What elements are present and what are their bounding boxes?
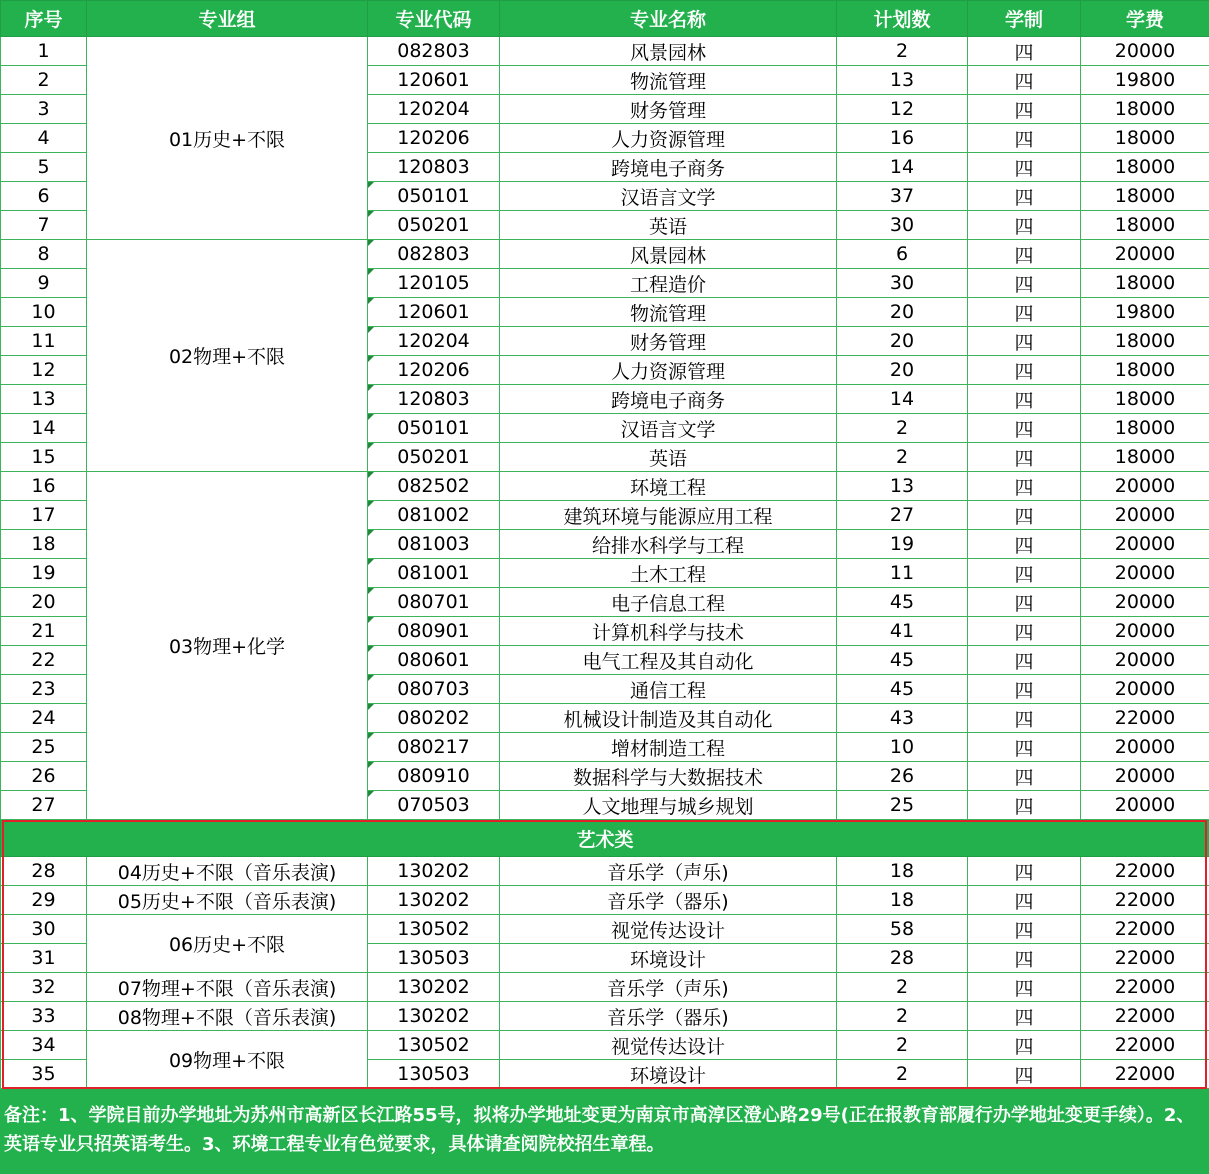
- cell-years: 四: [968, 915, 1081, 944]
- cell-plan: 18: [837, 886, 968, 915]
- cell-years: 四: [968, 327, 1081, 356]
- cell-fee: 20000: [1081, 617, 1209, 646]
- cell-plan: 20: [837, 298, 968, 327]
- section-row-art: [1, 820, 1209, 857]
- cell-name: 人文地理与城乡规划: [500, 791, 837, 820]
- table-header: [1, 1, 1209, 37]
- cell-comment-marker-icon: [368, 327, 374, 333]
- cell-name: 电气工程及其自动化: [500, 646, 837, 675]
- cell-code-text: 080910: [397, 765, 470, 787]
- cell-no: 14: [1, 414, 87, 443]
- cell-no: 19: [1, 559, 87, 588]
- cell-years: 四: [968, 1060, 1081, 1089]
- cell-code-text: 050101: [397, 185, 470, 207]
- cell-years: 四: [968, 617, 1081, 646]
- cell-years: 四: [968, 733, 1081, 762]
- cell-code-text: 130503: [397, 947, 470, 969]
- cell-fee: 18000: [1081, 269, 1209, 298]
- cell-code-text: 120204: [397, 98, 470, 120]
- cell-plan: 30: [837, 211, 968, 240]
- cell-code: [368, 675, 500, 704]
- cell-years: 四: [968, 1002, 1081, 1031]
- cell-comment-marker-icon: [368, 733, 374, 739]
- cell-no: 13: [1, 385, 87, 414]
- cell-name: 人力资源管理: [500, 124, 837, 153]
- cell-name: 通信工程: [500, 675, 837, 704]
- cell-no: 17: [1, 501, 87, 530]
- cell-fee: 22000: [1081, 857, 1209, 886]
- header-no: 序号: [1, 1, 87, 37]
- cell-name: 视觉传达设计: [500, 915, 837, 944]
- cell-no: 27: [1, 791, 87, 820]
- header-code: 专业代码: [368, 1, 500, 37]
- cell-code: [368, 857, 500, 886]
- cell-years: 四: [968, 704, 1081, 733]
- cell-comment-marker-icon: [368, 472, 374, 478]
- cell-code: [368, 385, 500, 414]
- cell-comment-marker-icon: [368, 501, 374, 507]
- table-row: [1, 857, 1209, 886]
- cell-no: 29: [1, 886, 87, 915]
- cell-fee: 18000: [1081, 443, 1209, 472]
- cell-comment-marker-icon: [368, 211, 374, 217]
- cell-code: [368, 37, 500, 66]
- cell-code: [368, 240, 500, 269]
- table-row: [1, 915, 1209, 944]
- cell-years: 四: [968, 646, 1081, 675]
- cell-fee: 20000: [1081, 675, 1209, 704]
- cell-code-text: 050201: [397, 446, 470, 468]
- cell-code-text: 120803: [397, 156, 470, 178]
- cell-years: 四: [968, 588, 1081, 617]
- cell-comment-marker-icon: [368, 269, 374, 275]
- cell-comment-marker-icon: [368, 356, 374, 362]
- cell-name: 建筑环境与能源应用工程: [500, 501, 837, 530]
- cell-name: 工程造价: [500, 269, 837, 298]
- cell-plan: 27: [837, 501, 968, 530]
- table-row: [1, 240, 1209, 269]
- cell-no: 34: [1, 1031, 87, 1060]
- header-row: [1, 1, 1209, 37]
- cell-plan: 18: [837, 857, 968, 886]
- cell-comment-marker-icon: [368, 298, 374, 304]
- cell-code-text: 081003: [397, 533, 470, 555]
- cell-code-text: 050201: [397, 214, 470, 236]
- cell-name: 计算机科学与技术: [500, 617, 837, 646]
- cell-code: [368, 791, 500, 820]
- cell-name: 音乐学（器乐): [500, 1002, 837, 1031]
- cell-plan: 43: [837, 704, 968, 733]
- header-fee: 学费: [1081, 1, 1209, 37]
- table-row: [1, 37, 1209, 66]
- cell-fee: 22000: [1081, 886, 1209, 915]
- cell-years: 四: [968, 356, 1081, 385]
- table-row: [1, 973, 1209, 1002]
- cell-code: [368, 588, 500, 617]
- cell-code: [368, 704, 500, 733]
- cell-name: 物流管理: [500, 66, 837, 95]
- cell-name: 汉语言文学: [500, 182, 837, 211]
- cell-fee: 18000: [1081, 153, 1209, 182]
- cell-group: 02物理+不限: [87, 240, 368, 472]
- header-group: 专业组: [87, 1, 368, 37]
- cell-code: [368, 66, 500, 95]
- table-row: [1, 472, 1209, 501]
- cell-code-text: 080217: [397, 736, 470, 758]
- cell-plan: 11: [837, 559, 968, 588]
- cell-no: 30: [1, 915, 87, 944]
- cell-years: 四: [968, 559, 1081, 588]
- cell-comment-marker-icon: [368, 704, 374, 710]
- cell-plan: 19: [837, 530, 968, 559]
- cell-years: 四: [968, 414, 1081, 443]
- cell-name: 环境设计: [500, 944, 837, 973]
- cell-code: [368, 501, 500, 530]
- table-row: [1, 1031, 1209, 1060]
- cell-code: [368, 211, 500, 240]
- cell-group: 06历史+不限: [87, 915, 368, 973]
- cell-code: [368, 886, 500, 915]
- cell-plan: 45: [837, 675, 968, 704]
- cell-plan: 13: [837, 472, 968, 501]
- cell-fee: 19800: [1081, 298, 1209, 327]
- cell-years: 四: [968, 37, 1081, 66]
- cell-code: [368, 414, 500, 443]
- cell-code-text: 130503: [397, 1063, 470, 1085]
- cell-code-text: 050101: [397, 417, 470, 439]
- cell-plan: 41: [837, 617, 968, 646]
- cell-no: 10: [1, 298, 87, 327]
- cell-fee: 20000: [1081, 240, 1209, 269]
- cell-years: 四: [968, 857, 1081, 886]
- cell-no: 22: [1, 646, 87, 675]
- cell-plan: 25: [837, 791, 968, 820]
- cell-no: 35: [1, 1060, 87, 1089]
- cell-code-text: 130202: [397, 860, 470, 882]
- cell-fee: 18000: [1081, 182, 1209, 211]
- cell-years: 四: [968, 791, 1081, 820]
- cell-no: 32: [1, 973, 87, 1002]
- cell-fee: 18000: [1081, 95, 1209, 124]
- cell-no: 8: [1, 240, 87, 269]
- cell-no: 21: [1, 617, 87, 646]
- cell-no: 6: [1, 182, 87, 211]
- cell-fee: 18000: [1081, 414, 1209, 443]
- cell-plan: 37: [837, 182, 968, 211]
- cell-plan: 2: [837, 37, 968, 66]
- cell-code: [368, 472, 500, 501]
- cell-name: 数据科学与大数据技术: [500, 762, 837, 791]
- cell-comment-marker-icon: [368, 791, 374, 797]
- cell-group: 05历史+不限（音乐表演): [87, 886, 368, 915]
- cell-no: 23: [1, 675, 87, 704]
- cell-plan: 45: [837, 646, 968, 675]
- cell-no: 26: [1, 762, 87, 791]
- cell-no: 33: [1, 1002, 87, 1031]
- cell-fee: 22000: [1081, 704, 1209, 733]
- cell-code-text: 070503: [397, 794, 470, 816]
- cell-code: [368, 153, 500, 182]
- cell-code-text: 130202: [397, 1005, 470, 1027]
- cell-years: 四: [968, 944, 1081, 973]
- cell-code-text: 081001: [397, 562, 470, 584]
- cell-comment-marker-icon: [368, 240, 374, 246]
- cell-name: 跨境电子商务: [500, 153, 837, 182]
- cell-group: 03物理+化学: [87, 472, 368, 820]
- cell-years: 四: [968, 443, 1081, 472]
- cell-plan: 14: [837, 153, 968, 182]
- cell-code-text: 080703: [397, 678, 470, 700]
- cell-years: 四: [968, 66, 1081, 95]
- cell-code-text: 080701: [397, 591, 470, 613]
- cell-name: 视觉传达设计: [500, 1031, 837, 1060]
- cell-years: 四: [968, 124, 1081, 153]
- cell-no: 4: [1, 124, 87, 153]
- cell-plan: 6: [837, 240, 968, 269]
- cell-code: [368, 762, 500, 791]
- cell-code: [368, 646, 500, 675]
- cell-comment-marker-icon: [368, 617, 374, 623]
- cell-no: 15: [1, 443, 87, 472]
- cell-plan: 58: [837, 915, 968, 944]
- cell-code: [368, 973, 500, 1002]
- cell-no: 1: [1, 37, 87, 66]
- cell-name: 物流管理: [500, 298, 837, 327]
- cell-name: 电子信息工程: [500, 588, 837, 617]
- cell-no: 9: [1, 269, 87, 298]
- cell-plan: 26: [837, 762, 968, 791]
- cell-comment-marker-icon: [368, 588, 374, 594]
- cell-name: 跨境电子商务: [500, 385, 837, 414]
- cell-code: [368, 530, 500, 559]
- cell-code: [368, 327, 500, 356]
- cell-code: [368, 559, 500, 588]
- cell-fee: 19800: [1081, 66, 1209, 95]
- cell-no: 12: [1, 356, 87, 385]
- cell-group: 04历史+不限（音乐表演): [87, 857, 368, 886]
- cell-code-text: 080901: [397, 620, 470, 642]
- cell-code-text: 130502: [397, 1034, 470, 1056]
- cell-plan: 10: [837, 733, 968, 762]
- cell-no: 3: [1, 95, 87, 124]
- cell-code-text: 120105: [397, 272, 470, 294]
- cell-group: 08物理+不限（音乐表演): [87, 1002, 368, 1031]
- cell-fee: 20000: [1081, 530, 1209, 559]
- cell-name: 英语: [500, 443, 837, 472]
- cell-code: [368, 1002, 500, 1031]
- cell-fee: 20000: [1081, 646, 1209, 675]
- cell-code-text: 120206: [397, 127, 470, 149]
- cell-no: 25: [1, 733, 87, 762]
- cell-fee: 20000: [1081, 37, 1209, 66]
- cell-fee: 20000: [1081, 588, 1209, 617]
- cell-plan: 14: [837, 385, 968, 414]
- cell-code-text: 120204: [397, 330, 470, 352]
- cell-years: 四: [968, 762, 1081, 791]
- cell-name: 土木工程: [500, 559, 837, 588]
- cell-years: 四: [968, 211, 1081, 240]
- cell-code: [368, 1060, 500, 1089]
- cell-fee: 18000: [1081, 124, 1209, 153]
- cell-no: 28: [1, 857, 87, 886]
- cell-code-text: 120803: [397, 388, 470, 410]
- cell-code-text: 130502: [397, 918, 470, 940]
- cell-name: 环境设计: [500, 1060, 837, 1089]
- cell-plan: 30: [837, 269, 968, 298]
- cell-name: 机械设计制造及其自动化: [500, 704, 837, 733]
- cell-plan: 12: [837, 95, 968, 124]
- cell-code-text: 120206: [397, 359, 470, 381]
- cell-fee: 22000: [1081, 973, 1209, 1002]
- cell-fee: 22000: [1081, 944, 1209, 973]
- cell-code-text: 082803: [397, 40, 470, 62]
- header-years: 学制: [968, 1, 1081, 37]
- cell-name: 英语: [500, 211, 837, 240]
- cell-fee: 18000: [1081, 211, 1209, 240]
- cell-years: 四: [968, 385, 1081, 414]
- cell-name: 音乐学（器乐): [500, 886, 837, 915]
- cell-code: [368, 915, 500, 944]
- cell-fee: 20000: [1081, 472, 1209, 501]
- table-row: [1, 886, 1209, 915]
- cell-fee: 18000: [1081, 356, 1209, 385]
- cell-years: 四: [968, 472, 1081, 501]
- cell-years: 四: [968, 886, 1081, 915]
- cell-plan: 16: [837, 124, 968, 153]
- cell-comment-marker-icon: [368, 530, 374, 536]
- cell-code-text: 130202: [397, 889, 470, 911]
- cell-code-text: 082803: [397, 243, 470, 265]
- cell-plan: 45: [837, 588, 968, 617]
- cell-no: 18: [1, 530, 87, 559]
- cell-comment-marker-icon: [368, 559, 374, 565]
- cell-years: 四: [968, 182, 1081, 211]
- cell-fee: 22000: [1081, 1031, 1209, 1060]
- cell-plan: 20: [837, 356, 968, 385]
- cell-name: 音乐学（声乐): [500, 973, 837, 1002]
- cell-code: [368, 124, 500, 153]
- cell-code-text: 081002: [397, 504, 470, 526]
- cell-code: [368, 443, 500, 472]
- cell-fee: 22000: [1081, 1002, 1209, 1031]
- cell-group: 09物理+不限: [87, 1031, 368, 1089]
- cell-comment-marker-icon: [368, 675, 374, 681]
- cell-name: 风景园林: [500, 240, 837, 269]
- cell-no: 5: [1, 153, 87, 182]
- cell-no: 31: [1, 944, 87, 973]
- cell-code: [368, 269, 500, 298]
- header-plan: 计划数: [837, 1, 968, 37]
- cell-name: 音乐学（声乐): [500, 857, 837, 886]
- cell-plan: 2: [837, 1060, 968, 1089]
- cell-plan: 2: [837, 414, 968, 443]
- section-label-art: 艺术类: [1, 820, 1209, 857]
- cell-fee: 20000: [1081, 501, 1209, 530]
- cell-name: 环境工程: [500, 472, 837, 501]
- cell-years: 四: [968, 269, 1081, 298]
- cell-code-text: 120601: [397, 69, 470, 91]
- cell-fee: 20000: [1081, 791, 1209, 820]
- cell-fee: 22000: [1081, 915, 1209, 944]
- cell-code: [368, 733, 500, 762]
- cell-name: 风景园林: [500, 37, 837, 66]
- cell-years: 四: [968, 1031, 1081, 1060]
- cell-plan: 2: [837, 973, 968, 1002]
- cell-code-text: 080202: [397, 707, 470, 729]
- cell-years: 四: [968, 298, 1081, 327]
- cell-fee: 20000: [1081, 762, 1209, 791]
- cell-name: 财务管理: [500, 327, 837, 356]
- cell-code-text: 120601: [397, 301, 470, 323]
- cell-fee: 18000: [1081, 327, 1209, 356]
- cell-code-text: 080601: [397, 649, 470, 671]
- cell-code: [368, 944, 500, 973]
- cell-no: 20: [1, 588, 87, 617]
- cell-no: 7: [1, 211, 87, 240]
- cell-no: 16: [1, 472, 87, 501]
- cell-code-text: 082502: [397, 475, 470, 497]
- cell-comment-marker-icon: [368, 385, 374, 391]
- cell-years: 四: [968, 530, 1081, 559]
- cell-code: [368, 1031, 500, 1060]
- cell-name: 给排水科学与工程: [500, 530, 837, 559]
- cell-group: 07物理+不限（音乐表演): [87, 973, 368, 1002]
- cell-comment-marker-icon: [368, 443, 374, 449]
- cell-years: 四: [968, 153, 1081, 182]
- cell-name: 财务管理: [500, 95, 837, 124]
- cell-years: 四: [968, 95, 1081, 124]
- cell-fee: 20000: [1081, 733, 1209, 762]
- cell-code: [368, 95, 500, 124]
- cell-name: 人力资源管理: [500, 356, 837, 385]
- cell-comment-marker-icon: [368, 762, 374, 768]
- table-row: [1, 1002, 1209, 1031]
- cell-plan: 2: [837, 443, 968, 472]
- cell-code: [368, 298, 500, 327]
- table-body: [1, 37, 1209, 1089]
- cell-plan: 28: [837, 944, 968, 973]
- cell-comment-marker-icon: [368, 646, 374, 652]
- cell-code: [368, 356, 500, 385]
- cell-fee: 20000: [1081, 559, 1209, 588]
- cell-comment-marker-icon: [368, 414, 374, 420]
- cell-fee: 22000: [1081, 1060, 1209, 1089]
- cell-no: 2: [1, 66, 87, 95]
- cell-name: 汉语言文学: [500, 414, 837, 443]
- cell-comment-marker-icon: [368, 182, 374, 188]
- cell-no: 24: [1, 704, 87, 733]
- cell-code: [368, 182, 500, 211]
- cell-name: 增材制造工程: [500, 733, 837, 762]
- cell-no: 11: [1, 327, 87, 356]
- header-name: 专业名称: [500, 1, 837, 37]
- cell-years: 四: [968, 240, 1081, 269]
- cell-years: 四: [968, 973, 1081, 1002]
- cell-years: 四: [968, 501, 1081, 530]
- cell-code-text: 130202: [397, 976, 470, 998]
- cell-fee: 18000: [1081, 385, 1209, 414]
- cell-plan: 20: [837, 327, 968, 356]
- cell-years: 四: [968, 675, 1081, 704]
- cell-plan: 13: [837, 66, 968, 95]
- cell-plan: 2: [837, 1002, 968, 1031]
- footnote: 备注：1、学院目前办学地址为苏州市高新区长江路55号，拟将办学地址变更为南京市高淳区澄心路29号(正在报教育部履行办学地址变更手续）。2、英语专业只招英语考生。3、环境工程专业有色觉要求，具体请查阅院校招生章程。: [0, 1089, 1209, 1174]
- cell-group: 01历史+不限: [87, 37, 368, 240]
- cell-code: [368, 617, 500, 646]
- cell-plan: 2: [837, 1031, 968, 1060]
